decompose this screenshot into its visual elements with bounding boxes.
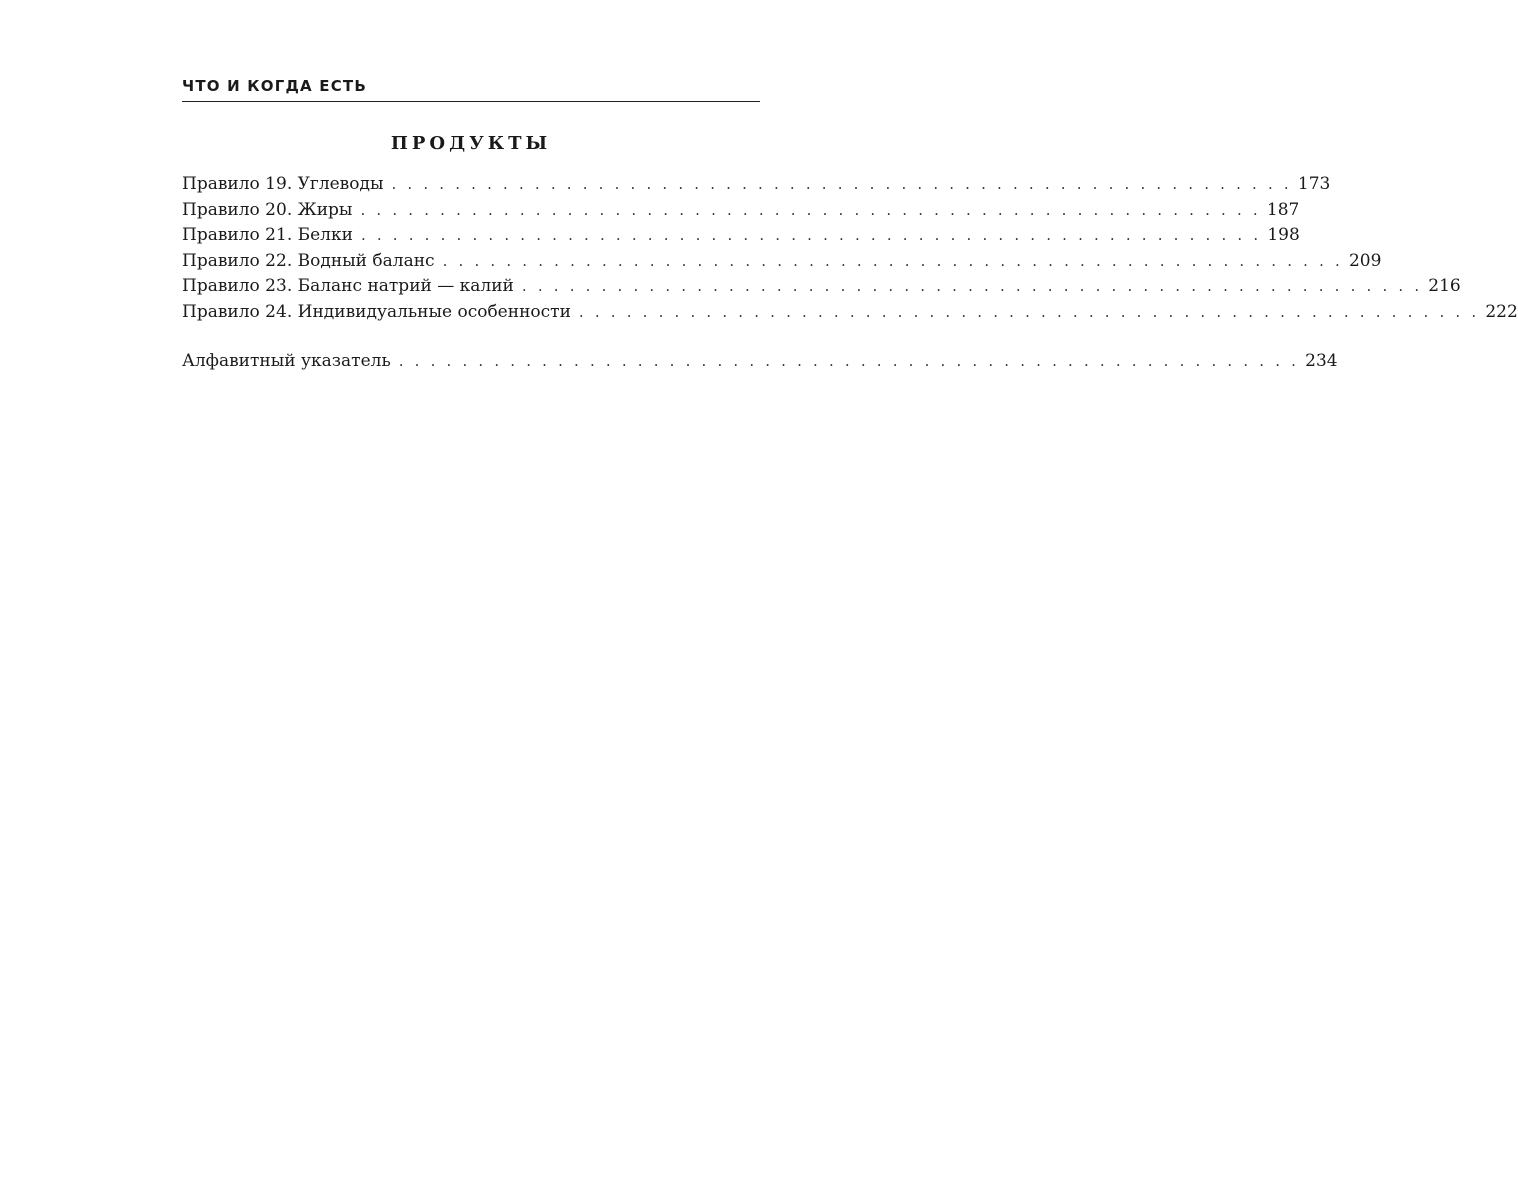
toc-entry-label: Правило 22. Водный баланс — [182, 250, 435, 271]
toc-entry-page: 222 — [1485, 301, 1518, 322]
toc-spacer — [182, 325, 760, 349]
toc-entry-label: Правило 23. Баланс натрий — калий — [182, 276, 514, 296]
toc-entry-index[interactable] — [182, 349, 1338, 375]
toc-entry-rule-24[interactable] — [182, 300, 1518, 326]
dot-leader: . . . . . . . . . . . . . . . . . . . . . . . . . . . . . . . . . . . . . . . . . . . . . . . . . . . . . . . . . — [360, 200, 1261, 219]
toc-entry-rule-23[interactable] — [182, 274, 1461, 300]
toc-entry-page: 209 — [1348, 250, 1382, 271]
toc-entry-label: Правило 24. Индивидуальные особенности — [182, 301, 571, 322]
running-head: ЧТО И КОГДА ЕСТЬ — [182, 77, 367, 95]
toc-entry-rule-22[interactable] — [182, 249, 1382, 275]
toc-entry-page: 173 — [1297, 174, 1331, 194]
section-title: ПРОДУКТЫ — [390, 133, 552, 154]
toc-entry-rule-19[interactable] — [182, 172, 1331, 198]
toc-entry-label: Алфавитный указатель — [182, 351, 391, 371]
dot-leader: . . . . . . . . . . . . . . . . . . . . . . . . . . . . . . . . . . . . . . . . . . . . . . . . . . . . . . . . . — [442, 251, 1343, 270]
toc-entry-page: 234 — [1305, 351, 1338, 371]
dot-leader: . . . . . . . . . . . . . . . . . . . . . . . . . . . . . . . . . . . . . . . . . . . . . . . . . . . . . . . . . — [578, 302, 1480, 321]
header-rule — [182, 101, 760, 102]
toc-entry-page: 198 — [1267, 225, 1300, 245]
toc-entry-label: Правило 20. Жиры — [182, 199, 353, 220]
dot-leader: . . . . . . . . . . . . . . . . . . . . . . . . . . . . . . . . . . . . . . . . . . . . . . . . . . . . . . . . . — [391, 175, 1292, 193]
dot-leader: . . . . . . . . . . . . . . . . . . . . . . . . . . . . . . . . . . . . . . . . . . . . . . . . . . . . . . . . . — [398, 352, 1300, 370]
toc-entry-label: Правило 19. Углеводы — [182, 174, 384, 194]
toc-entry-page: 187 — [1266, 199, 1300, 220]
toc-entry-label: Правило 21. Белки — [182, 225, 353, 245]
toc-entry-rule-20[interactable] — [182, 198, 1300, 224]
dot-leader: . . . . . . . . . . . . . . . . . . . . . . . . . . . . . . . . . . . . . . . . . . . . . . . . . . . . . . . . . — [521, 277, 1423, 295]
table-of-contents — [182, 172, 1518, 375]
dot-leader: . . . . . . . . . . . . . . . . . . . . . . . . . . . . . . . . . . . . . . . . . . . . . . . . . . . . . . . . . — [360, 226, 1262, 244]
toc-entry-rule-21[interactable] — [182, 223, 1300, 249]
toc-entry-page: 216 — [1428, 276, 1461, 296]
